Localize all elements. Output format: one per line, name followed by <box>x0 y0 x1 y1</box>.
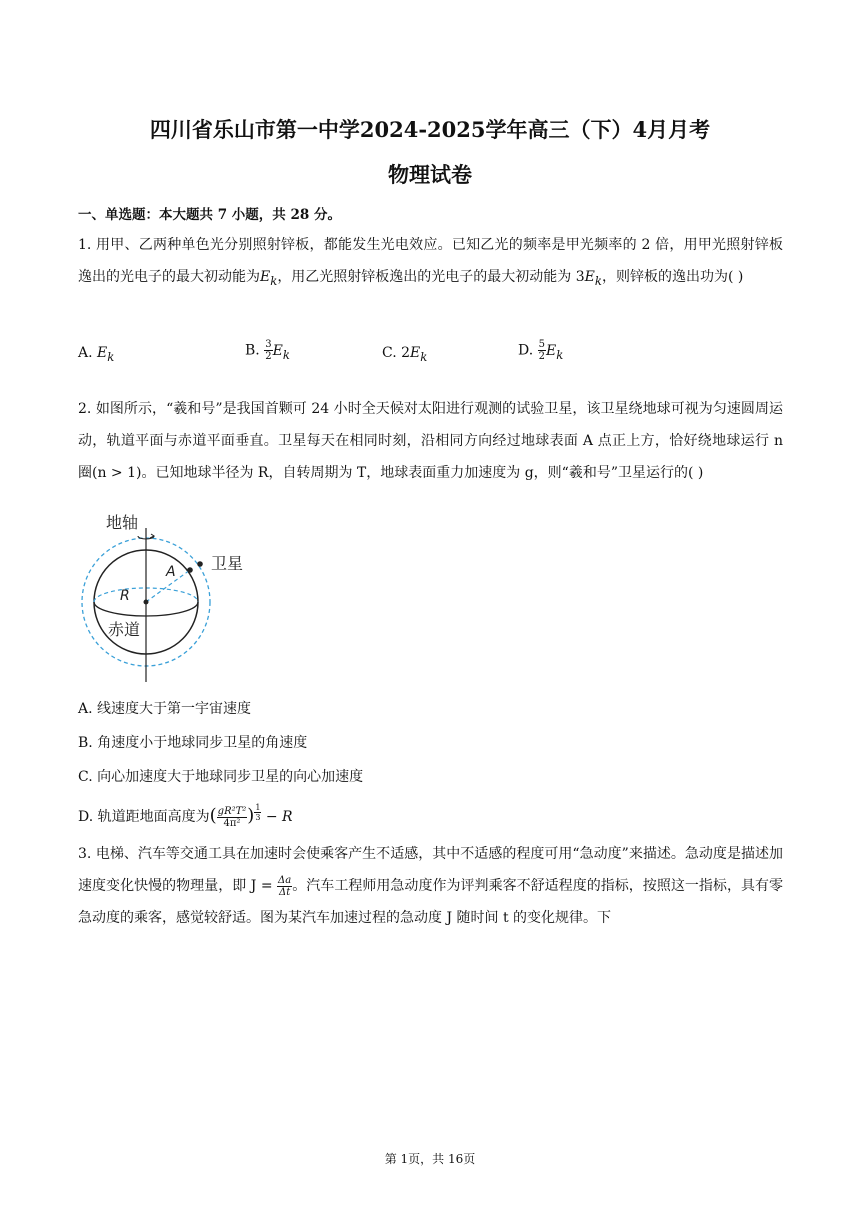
q2-option-b: B. 角速度小于地球同步卫星的角速度 <box>78 735 308 751</box>
q1-text-a: 1. 用甲、乙两种单色光分别照射锌板，都能发生光电效应。已知乙光的频率是甲光频率的 2 倍，用甲光照射锌板逸出的光电子的最大初动能为 <box>78 237 783 285</box>
question-2: 2. 如图所示，“羲和号”是我国首颗可 24 小时全天候对太阳进行观测的试验卫星，该卫星绕地球可视为匀速圆周运动，轨道平面与赤道平面垂直。卫星每天在相同时刻，沿相同方向经过地球表面 A 点正上方，恰好绕地球运行 n 圈(n > 1)。已知地球半径为 R，自转周期为 T，地球表面重力加速度为 g，则“羲和号”卫星运行的( ) <box>78 401 783 481</box>
page-footer: 第 1页，共 16页 <box>384 1152 476 1166</box>
q1-ek-2: $E_k$ <box>584 269 602 288</box>
section-heading: 一、单选题：本大题共 7 小题，共 28 分。 <box>78 207 341 223</box>
label-equator: 赤道 <box>108 620 141 639</box>
q1-option-a: A. $E_k$ <box>78 345 115 364</box>
page-title: 四川省乐山市第一中学2024-2025学年高三（下）4月月考 <box>149 117 711 142</box>
center-dot <box>144 600 149 605</box>
question-3: 3. 电梯、汽车等交通工具在加速时会使乘客产生不适感，其中不适感的程度可用“急动度”来描述。急动度是描述加速度变化快慢的物理量，即 J = $\frac{\Delta a}{\Delta t}$ 。汽车工程师用急动度作为评判乘客不舒适程度的指标，按照这一指标，具有零急动度的乘客，感觉较舒适。图为某汽车加速过程的急动度 J 随时间 t 的变化规律。下 <box>78 846 784 926</box>
q1-ek-1: $E_k$ <box>260 269 278 288</box>
page-subtitle: 物理试卷 <box>388 162 472 187</box>
satellite-orbit-figure <box>78 510 258 690</box>
label-axis: 地轴 <box>106 513 139 532</box>
question-1 <box>78 229 783 297</box>
q1-option-b: B. $\frac{3}{2}$ $E_k$ <box>245 339 290 362</box>
point-a-dot <box>187 567 193 573</box>
q2-option-c: C. 向心加速度大于地球同步卫星的向心加速度 <box>78 769 364 785</box>
q1-option-c: C. $2E_k$ <box>382 345 428 364</box>
label-r: R <box>120 588 130 604</box>
label-a: A <box>166 564 176 580</box>
satellite-dot <box>197 561 203 567</box>
q1-text-c: ，则锌板的逸出功为( ) <box>601 269 744 285</box>
q1-option-d: D. $\frac{5}{2}$ $E_k$ <box>518 339 564 362</box>
label-satellite: 卫星 <box>211 554 244 573</box>
q2-option-a: A. 线速度大于第一宇宙速度 <box>78 701 252 717</box>
q2-option-d: D. 轨道距地面高度为( $\frac{\text{gR²T²}}{\text{4π²}}$ ) $^{\frac{1}{3}}$ − R <box>78 803 293 829</box>
q1-text-b: ，用乙光照射锌板逸出的光电子的最大初动能为 3 <box>277 269 585 285</box>
